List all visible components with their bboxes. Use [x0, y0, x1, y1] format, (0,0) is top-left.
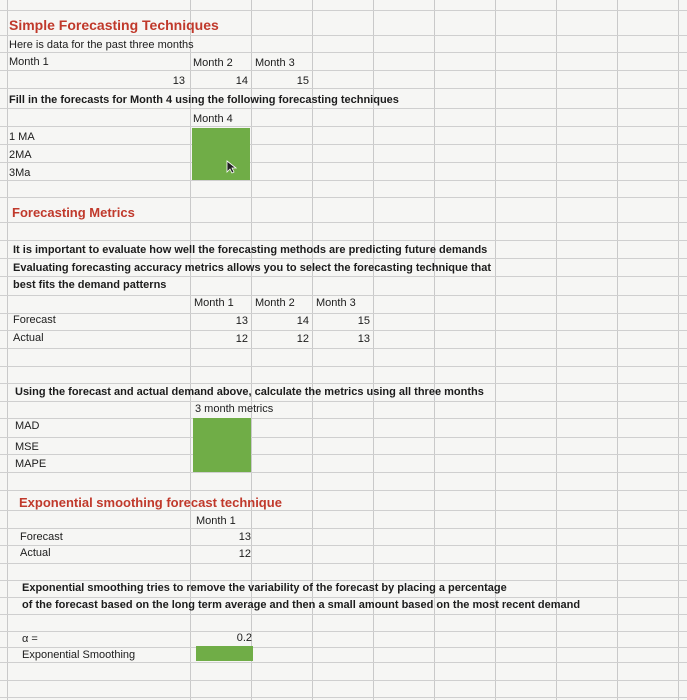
- grid-line: [0, 348, 687, 349]
- grid-line: [0, 366, 687, 367]
- exp-smoothing-answer-green[interactable]: [196, 646, 253, 661]
- grid-line: [0, 197, 687, 198]
- metrics-header: 3 month metrics: [195, 403, 274, 415]
- info-text: best fits the demand patterns: [13, 279, 167, 291]
- grid-line: [0, 240, 687, 241]
- grid-line: [0, 528, 687, 529]
- grid-line: [0, 313, 687, 314]
- grid-line: [0, 10, 687, 11]
- cell-value[interactable]: 13: [235, 315, 248, 327]
- metric-label: MAPE: [15, 458, 47, 470]
- forecast-label: Forecast: [13, 314, 56, 326]
- row-label: 3Ma: [9, 167, 31, 179]
- grid-line: [0, 52, 687, 53]
- answer-cells-green[interactable]: [192, 128, 250, 180]
- grid-line: [0, 401, 687, 402]
- grid-line: [434, 0, 435, 700]
- metric-label: MAD: [15, 420, 40, 432]
- cell-value[interactable]: 13: [238, 531, 251, 543]
- alpha-label: α =: [22, 633, 38, 645]
- cell-value[interactable]: 14: [296, 315, 309, 327]
- section-title: Simple Forecasting Techniques: [9, 17, 219, 33]
- grid-line: [0, 222, 687, 223]
- grid-line: [0, 580, 687, 581]
- grid-line: [0, 697, 687, 698]
- grid-line: [0, 330, 687, 331]
- grid-line: [0, 563, 687, 564]
- grid-line: [0, 295, 687, 296]
- grid-line: [0, 276, 687, 277]
- cell-value[interactable]: 14: [235, 75, 248, 87]
- alpha-value[interactable]: 0.2: [236, 632, 252, 644]
- month4-header: Month 4: [193, 113, 233, 125]
- grid-line: [0, 545, 687, 546]
- grid-line: [0, 383, 687, 384]
- info-text: of the forecast based on the long term average and then a small amount based on the most recent demand: [22, 599, 581, 611]
- section-title: Exponential smoothing forecast technique: [19, 495, 282, 510]
- grid-line: [0, 680, 687, 681]
- metric-label: MSE: [15, 441, 39, 453]
- grid-line: [0, 162, 687, 163]
- cell-value[interactable]: 15: [357, 315, 370, 327]
- month-header: Month 1: [194, 297, 234, 309]
- instruction-text: Fill in the forecasts for Month 4 using the following forecasting techniques: [9, 94, 399, 106]
- cell-value[interactable]: 12: [235, 333, 248, 345]
- grid-line: [0, 88, 687, 89]
- actual-label: Actual: [20, 547, 51, 559]
- grid-line: [0, 472, 687, 473]
- month-header: Month 3: [255, 57, 295, 69]
- exp-smoothing-label: Exponential Smoothing: [22, 649, 136, 661]
- grid-line: [0, 662, 687, 663]
- month-header: Month 1: [196, 515, 236, 527]
- info-text: Exponential smoothing tries to remove the variability of the forecast by placing a percentage: [22, 582, 507, 594]
- grid-line: [7, 0, 8, 700]
- grid-line: [0, 180, 687, 181]
- info-text: It is important to evaluate how well the forecasting methods are predicting future demands: [13, 244, 488, 256]
- cell-value[interactable]: 12: [296, 333, 309, 345]
- cell-value[interactable]: 13: [357, 333, 370, 345]
- grid-line: [0, 108, 687, 109]
- grid-line: [0, 631, 687, 632]
- grid-line: [0, 144, 687, 145]
- mouse-pointer-icon: [226, 160, 238, 174]
- cell-value[interactable]: 15: [296, 75, 309, 87]
- grid-line: [0, 126, 687, 127]
- row-label: 2MA: [9, 149, 32, 161]
- forecast-label: Forecast: [20, 531, 63, 543]
- grid-line: [0, 258, 687, 259]
- intro-text: Here is data for the past three months: [9, 39, 194, 51]
- month-header: Month 2: [193, 57, 233, 69]
- grid-line: [678, 0, 679, 700]
- info-text: Evaluating forecasting accuracy metrics allows you to select the forecasting technique that: [13, 262, 492, 274]
- grid-line: [0, 510, 687, 511]
- instruction-text: Using the forecast and actual demand above, calculate the metrics using all three months: [15, 386, 484, 398]
- grid-line: [0, 490, 687, 491]
- grid-line: [0, 418, 687, 419]
- grid-line: [0, 35, 687, 36]
- cell-value[interactable]: 13: [172, 75, 185, 87]
- row-label: 1 MA: [9, 131, 35, 143]
- cell-value[interactable]: 12: [238, 548, 251, 560]
- grid-line: [556, 0, 557, 700]
- month-header: Month 1: [9, 56, 49, 68]
- grid-line: [617, 0, 618, 700]
- grid-line: [0, 70, 687, 71]
- metrics-answer-cells-green[interactable]: [193, 418, 251, 472]
- month-header: Month 3: [316, 297, 356, 309]
- actual-label: Actual: [13, 332, 44, 344]
- section-title: Forecasting Metrics: [12, 205, 135, 220]
- grid-line: [0, 647, 687, 648]
- grid-line: [0, 597, 687, 598]
- grid-line: [0, 454, 687, 455]
- grid-line: [0, 437, 687, 438]
- month-header: Month 2: [255, 297, 295, 309]
- grid-line: [0, 614, 687, 615]
- grid-line: [495, 0, 496, 700]
